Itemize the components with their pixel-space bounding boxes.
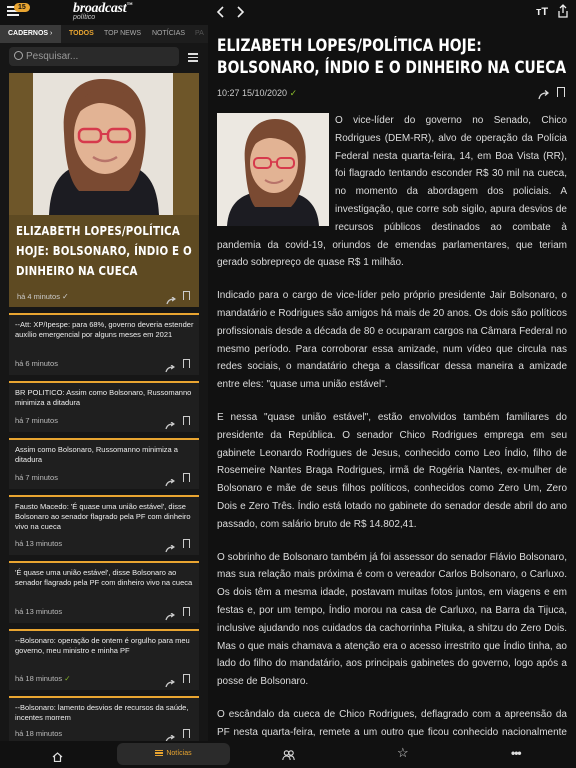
bookmark-icon[interactable] xyxy=(183,674,190,683)
news-timestamp: há 6 minutos xyxy=(15,359,58,368)
tab-noticias[interactable]: NOTÍCIAS xyxy=(152,30,186,37)
bookmark-icon[interactable] xyxy=(183,359,190,368)
news-timestamp: há 18 minutos xyxy=(15,729,63,738)
search-box xyxy=(9,47,179,66)
tab-partial[interactable]: PA xyxy=(195,30,204,37)
share-icon[interactable] xyxy=(165,417,174,425)
news-feed-panel xyxy=(0,25,208,741)
bookmark-icon[interactable] xyxy=(183,607,190,616)
list-view-icon[interactable] xyxy=(188,53,198,62)
news-headline: 'É quase uma união estável', disse Bolsonaro ao senador flagrado pela PF com dinheiro vivo na cueca xyxy=(15,568,193,587)
tab-todos[interactable]: TODOS xyxy=(69,30,94,37)
news-headline: BR POLITICO: Assim como Bolsonaro, Russomanno minimiza a ditadura xyxy=(15,388,192,407)
share-icon[interactable] xyxy=(165,360,174,368)
share-icon[interactable] xyxy=(165,730,174,738)
list-item[interactable] xyxy=(9,561,199,623)
article-body xyxy=(217,112,567,741)
share-icon[interactable] xyxy=(538,87,549,97)
hero-timestamp: há 4 minutos ✓ xyxy=(17,292,69,301)
bookmark-icon[interactable] xyxy=(557,87,565,97)
bookmark-icon[interactable] xyxy=(183,416,190,425)
chevron-left-icon[interactable] xyxy=(216,5,226,21)
home-icon[interactable] xyxy=(52,749,63,759)
list-item[interactable] xyxy=(9,381,199,432)
search-input[interactable] xyxy=(26,49,176,64)
share-icon[interactable] xyxy=(557,4,569,18)
list-item[interactable] xyxy=(9,313,199,375)
chevron-right-icon[interactable] xyxy=(235,5,245,21)
news-timestamp: há 7 minutos xyxy=(15,416,58,425)
news-headline: Fausto Macedo: 'É quase uma união estável', disse Bolsonaro ao senador flagrado pela PF com dinheiro vivo na cueca xyxy=(15,502,191,531)
news-timestamp: há 7 minutos xyxy=(15,473,58,482)
bookmark-icon[interactable] xyxy=(183,473,190,482)
share-icon[interactable] xyxy=(166,292,175,300)
text-size-icon[interactable]: тT xyxy=(536,6,549,18)
top-bar xyxy=(0,0,576,25)
noticias-tab-button[interactable]: Notícias xyxy=(117,743,230,765)
list-item[interactable] xyxy=(9,629,199,690)
list-item[interactable] xyxy=(9,438,199,489)
share-icon[interactable] xyxy=(165,675,174,683)
article-paragraph: O sobrinho de Bolsonaro também já foi assessor do senador Flávio Bolsonaro, mas sua relação mais próxima é com o vereador Carlos Bolsonaro, o Carluxo. Os dois têm a mesma idade, postavam muitas fotos juntos, em viagens e em festas e, por um tempo, Índio morou na casa de Carluxo, na Barra da Tijuca, inclusive ajudando nos cuidados da cachorrinha Pituka, a shitzu do Zero Dois. Mas o que mais chamava a atenção era o acesso irrestrito que Índio tinha, ao lado do filho do mandatário, aos principais gabinetes do governo, logo após a posse de Bolsonaro. xyxy=(217,551,567,688)
star-icon[interactable]: ☆ xyxy=(397,745,409,760)
news-timestamp: há 13 minutos xyxy=(15,539,63,548)
cadernos-button[interactable]: CADERNOS › xyxy=(0,25,61,43)
app-logo: broadcast™ xyxy=(73,1,133,16)
hero-title[interactable]: ELIZABETH LOPES/POLÍTICA HOJE: BOLSONARO, ÍNDIO E O DINHEIRO NA CUECA xyxy=(16,223,192,278)
bookmark-icon[interactable] xyxy=(183,291,190,300)
people-icon[interactable] xyxy=(282,748,295,759)
article-title: ELIZABETH LOPES/POLÍTICA HOJE: BOLSONARO, ÍNDIO E O DINHEIRO NA CUECA xyxy=(217,36,567,77)
article-paragraph: O vice-líder do governo no Senado, Chico Rodrigues (DEM-RR), alvo de operação da Polícia Federal nesta quarta-feira, 14, em Boa Vista (RR), foi flagrado tentando esconder R$ 30 mil na cueca, no momento da abordagem dos policiais. A investigação, que corre sob sigilo, apura desvios de recursos públicos destinados ao combate à pandemia da covid-19, oriundos de emendas parlamentares, que teriam gerado sobrepreço de quase R$ 1 milhão. xyxy=(217,115,567,269)
tab-top-news[interactable]: TOP NEWS xyxy=(104,30,142,37)
more-icon[interactable]: ••• xyxy=(511,746,521,760)
hero-news-card[interactable] xyxy=(9,73,199,307)
list-item[interactable] xyxy=(9,495,199,555)
news-headline: --Bolsonaro: lamento desvios de recursos da saúde, incentes morrem xyxy=(15,703,189,722)
article-timestamp: 10:27 15/10/2020 ✓ xyxy=(217,88,298,98)
bookmark-icon[interactable] xyxy=(183,539,190,548)
hero-photo xyxy=(9,73,199,215)
article-paragraph: E nessa "quase união estável", estão envolvidos também familiares do presidente da República. O senador Chico Rodrigues emprega em seu gabinete Leonardo Rodrigues de Jesus, conhecido como Leo Índio, filho de Rosemeire Nantes Braga Rodrigues, irmã de Rogéria Nantes, ex-mulher de Bolsonaro e mãe de seus filhos políticos, conhecidos como Zero Um, Zero Dois e Zero Três. Índio está lotado no gabinete do senador desde abril do ano passado, com salário bruto de R$ 14.802,41. xyxy=(217,411,567,530)
article-panel xyxy=(208,25,576,741)
bottom-nav xyxy=(0,741,576,768)
share-icon[interactable] xyxy=(165,608,174,616)
article-paragraph: Indicado para o cargo de vice-líder pelo próprio presidente Jair Bolsonaro, o mandatário e Rodrigues são amigos há mais de 20 anos. Os dois são políticos profissionais desde a década de 80 e ocuparam cargos na Câmara Federal no mesmo período. Para corroborar essa amizade, num vídeo que circula nas redes sociais, o mandatário chega a classificar dessa maneira a amizade entre eles: "quase uma união estável". xyxy=(217,290,567,391)
share-icon[interactable] xyxy=(165,474,174,482)
bookmark-icon[interactable] xyxy=(183,729,190,738)
news-headline: --Att: XP/Ipespe: para 68%, governo deveria estender auxílio emergencial por alguns meses em 2021 xyxy=(15,320,194,339)
news-timestamp: há 18 minutos ✓ xyxy=(15,674,71,683)
news-headline: Assim como Bolsonaro, Russomanno minimiza a ditadura xyxy=(15,445,178,464)
app-logo-subtitle: político xyxy=(73,14,96,21)
share-icon[interactable] xyxy=(165,540,174,548)
list-icon xyxy=(155,750,163,757)
article-paragraph: O escândalo da cueca de Chico Rodrigues, deflagrado com a apreensão da PF nesta quarta-feira, remete a um outro que ficou conhecido nacionalmente xyxy=(217,708,567,738)
list-item[interactable] xyxy=(9,696,199,741)
news-timestamp: há 13 minutos xyxy=(15,607,63,616)
search-icon xyxy=(14,51,23,60)
news-headline: --Bolsonaro: operação de ontem é orgulho para meu governo, meu ministro e minha PF xyxy=(15,636,190,655)
notification-badge: 15 xyxy=(14,3,30,12)
section-tabs xyxy=(0,25,208,43)
